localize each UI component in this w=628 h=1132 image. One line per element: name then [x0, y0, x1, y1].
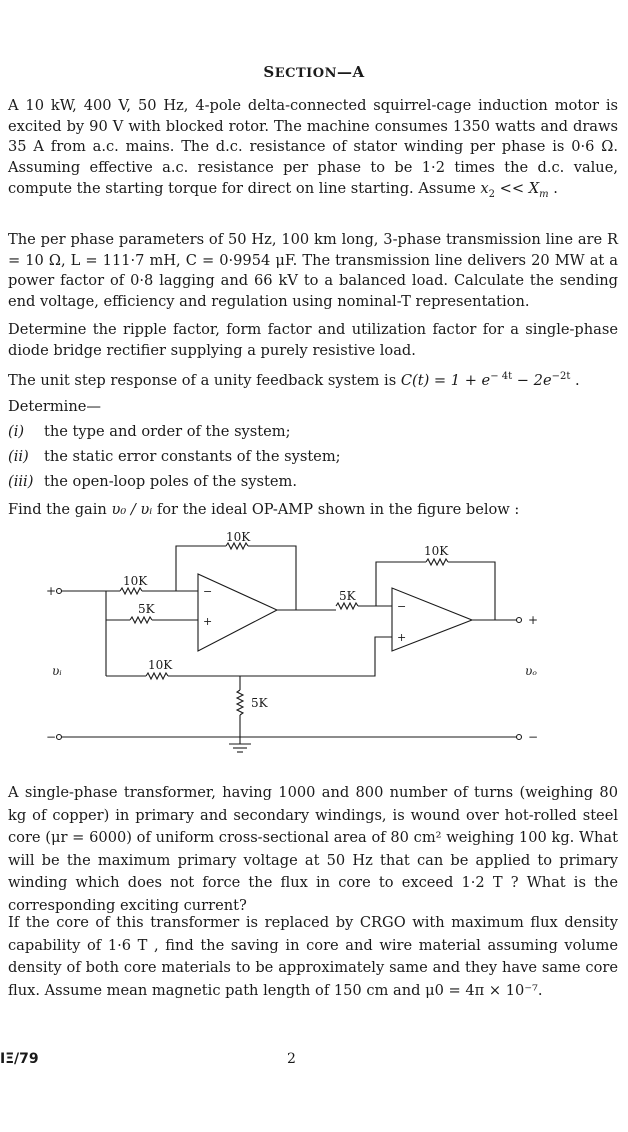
opamp2-minus: − — [397, 600, 407, 613]
label-r-bottom: 10K — [148, 658, 173, 672]
determine-label: Determine— — [8, 398, 101, 415]
label-vi: υᵢ — [52, 664, 62, 678]
terminal-plus-in: + — [46, 584, 57, 598]
question-induction-motor: A 10 kW, 400 V, 50 Hz, 4-pole delta-connected squirrel-cage induction motor is excited by 90 V with blocked rotor. The machine consumes 1350 watts and draws 35 A from a.c. mains. The d.c. resistance of stator winding per phase is 0·6 Ω. Assuming effective a.c. resistance per phase to be 1·2 times the d.c. value, compute the starting torque for direct on line starting. Assume $x_2 << X_m$ . — [8, 97, 618, 200]
opamp-circuit-diagram — [0, 525, 628, 765]
question-opamp: Find the gain υ₀ / υᵢ for the ideal OP-AMP shown in the figure below : — [8, 501, 520, 518]
question-transmission-line: The per phase parameters of 50 Hz, 100 km long, 3-phase transmission line are R = 10 Ω, L = 111·7 mH, C = 0·9954 μF. The transmission line delivers 20 MW at a power factor of 0·8 lagging and 66 kV to a balanced load. Calculate the sending end voltage, efficiency and regulation using nominal-T representation. — [8, 231, 618, 311]
section-title: SECTION—A — [263, 63, 365, 81]
opamp2-plus: + — [397, 631, 407, 644]
question-crgo: If the core of this transformer is replaced by CRGO with maximum flux density capability of 1·6 T , find the saving in core and wire material assuming volume density of both core materials to be approximately same and they have same core flux. Assume mean magnetic path length of 150 cm and μ0 = 4π × 10⁻⁷. — [8, 914, 618, 999]
question-step-response: The unit step response of a unity feedback system is $C(t) = 1 + e^{- 4t} - 2e^{-2t}$ . — [8, 371, 580, 389]
terminal-plus-out: + — [528, 613, 539, 627]
label-r-ground: 5K — [251, 696, 268, 710]
label-vo: υₒ — [525, 664, 537, 678]
footer-code: ΙΞ/79 — [0, 1051, 39, 1067]
label-r-in1: 10K — [123, 574, 148, 588]
label-r-fb1: 10K — [226, 530, 251, 544]
opamp1-plus: + — [203, 615, 213, 628]
question-transformer: A single-phase transformer, having 1000 and 800 number of turns (weighing 80 kg of copper) in primary and secondary windings, is wound over hot-rolled steel core (μr = 6000) of uniform cross-sectional area of 80 cm² weighing 100 kg. What will be the maximum primary voltage at 50 Hz that can be applied to primary winding which does not force the flux in core to exceed 1·2 T ? What is the corresponding exciting current? — [8, 784, 618, 914]
question-rectifier: Determine the ripple factor, form factor and utilization factor for a single-phase diode bridge rectifier supplying a purely resistive load. — [8, 321, 618, 359]
terminal-minus-out: − — [528, 730, 539, 744]
label-r-fb2: 10K — [424, 544, 449, 558]
terminal-minus-in: − — [46, 730, 57, 744]
label-r-mid: 5K — [339, 589, 356, 603]
page-number: 2 — [287, 1051, 296, 1067]
opamp1-minus: − — [203, 585, 213, 598]
label-r-in2: 5K — [138, 602, 155, 616]
